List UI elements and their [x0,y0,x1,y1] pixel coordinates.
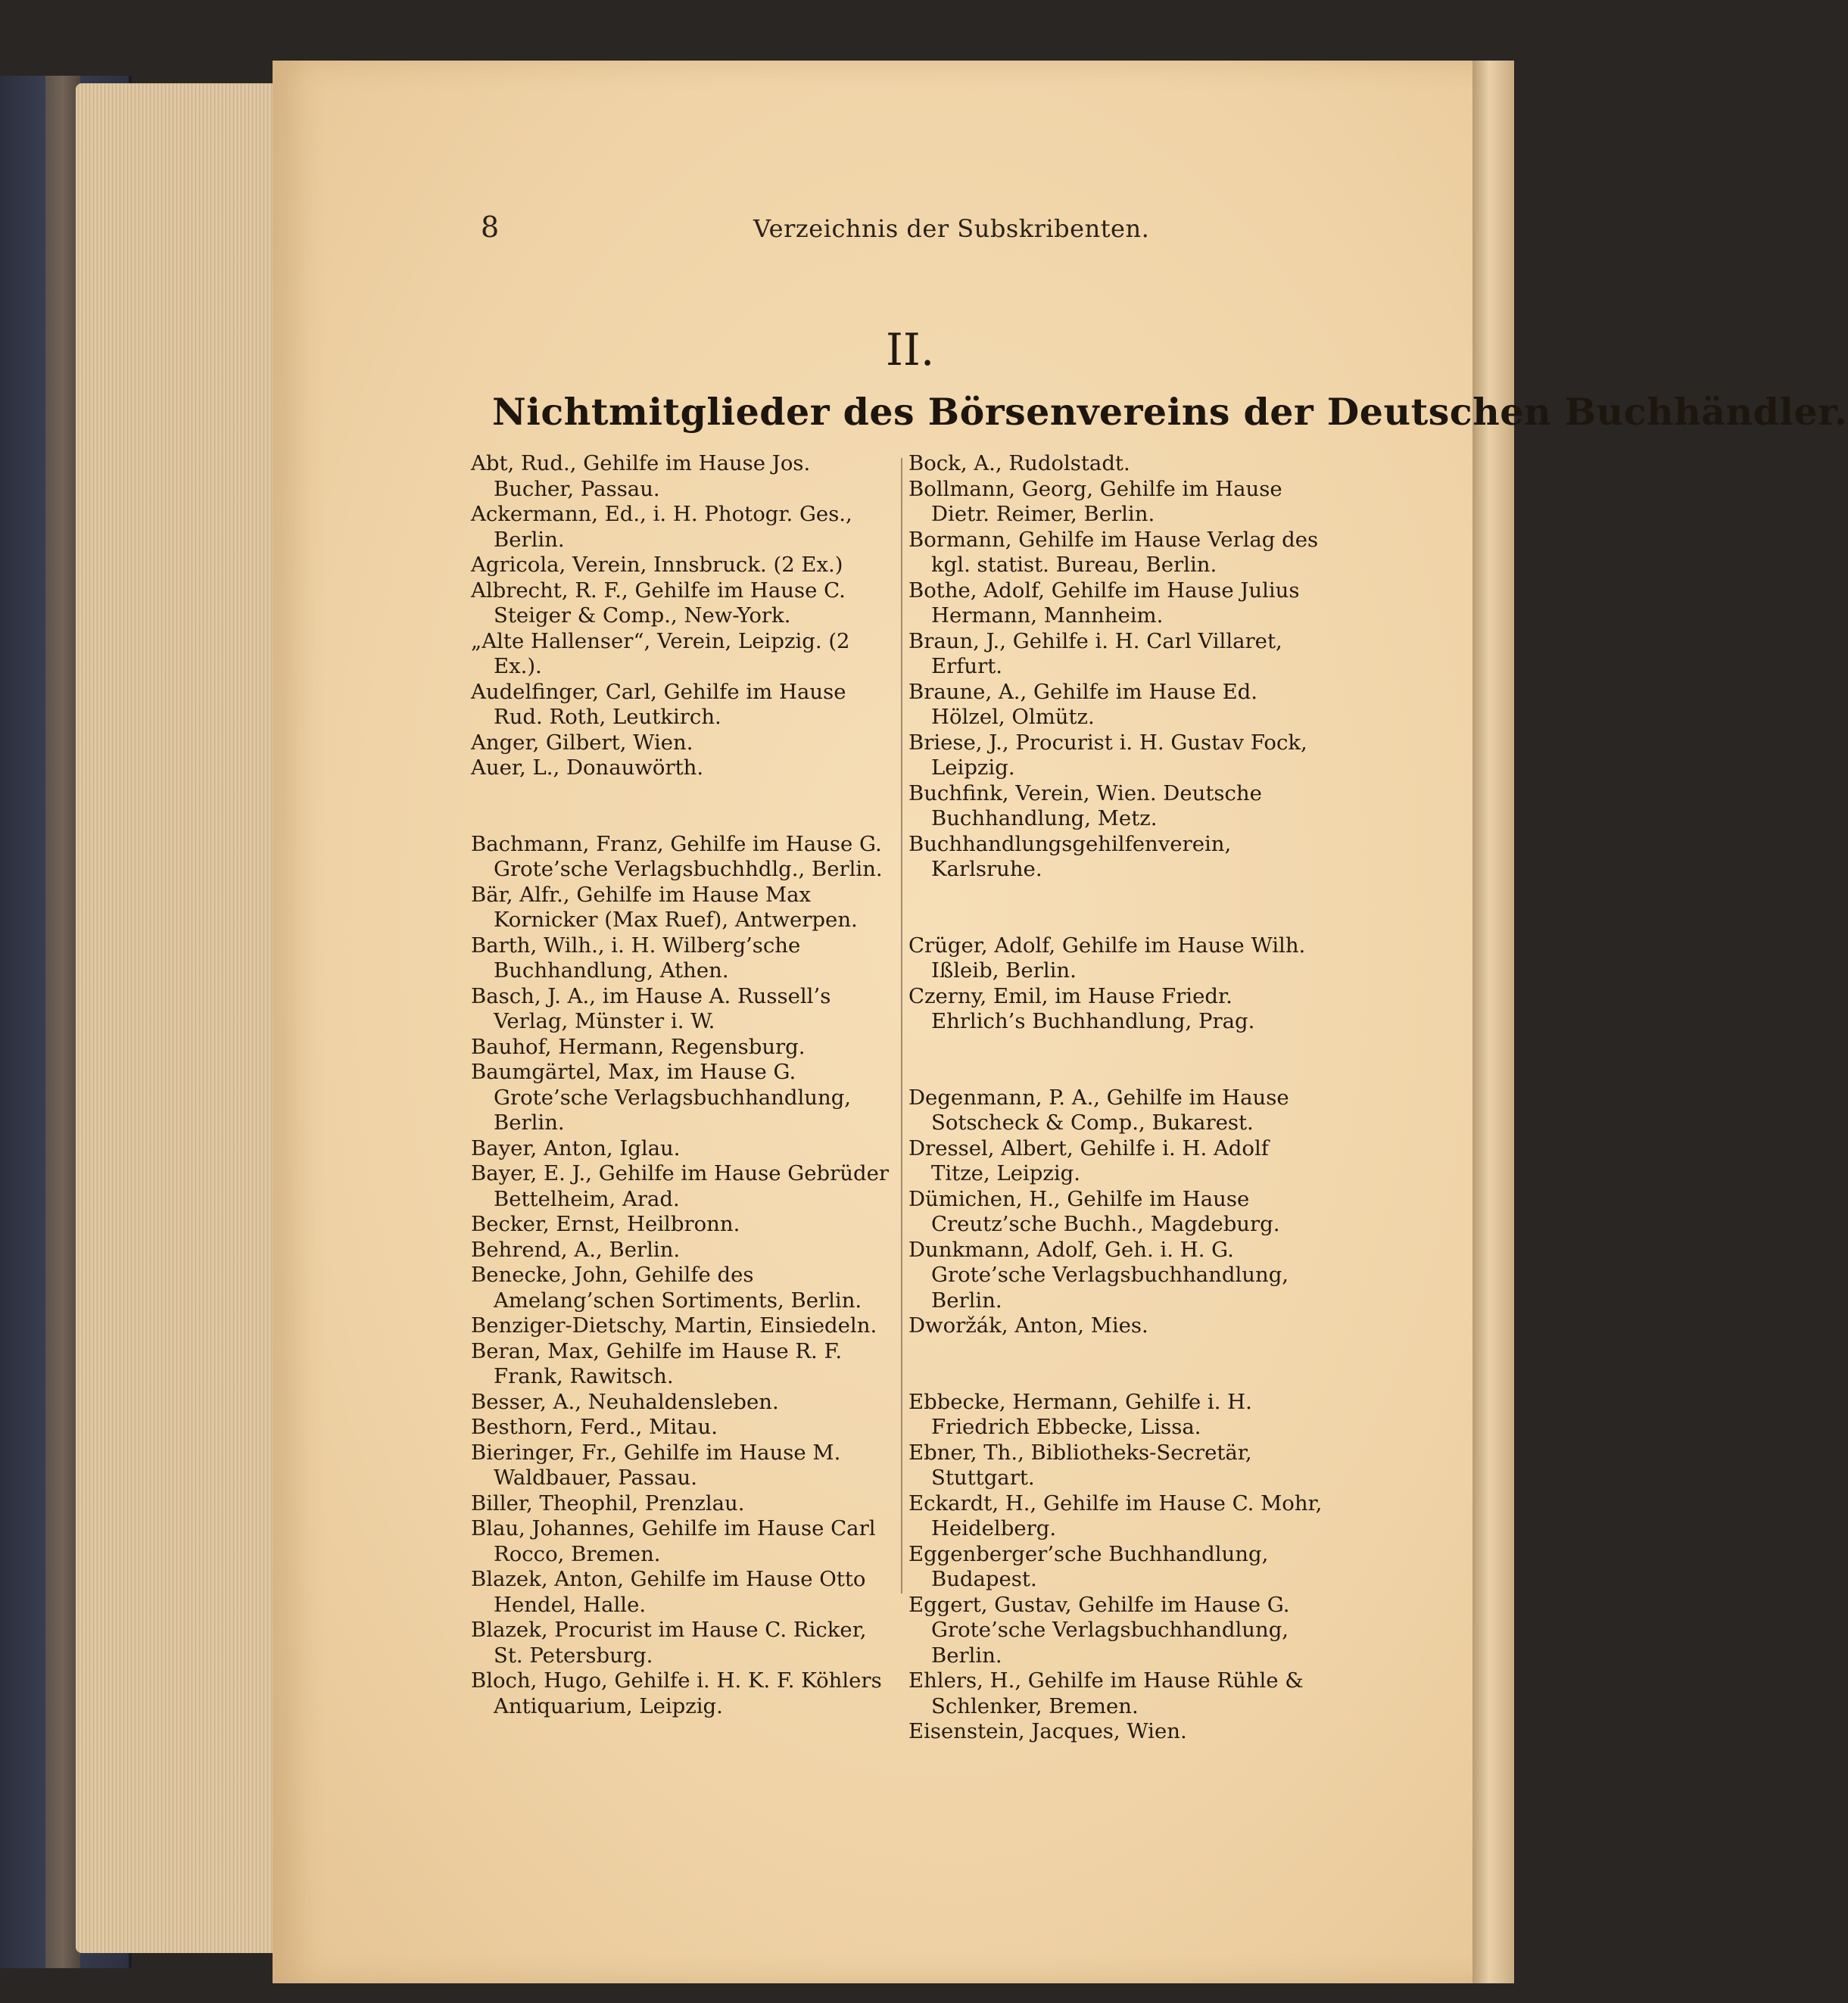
group-gap [471,781,891,832]
entry: Benecke, John, Gehilfe des Amelang’schen Sortiments, Berlin. [471,1263,862,1313]
entry: Eisenstein, Jacques, Wien. [908,1719,1187,1743]
entry: Ackermann, Ed., i. H. Photogr. Ges., Berlin. [471,502,852,552]
entry: Buchfink, Verein, Wien. Deutsche Buchhandlung, Metz. [908,780,1262,830]
entry: Bormann, Gehilfe im Hause Verlag des kgl. statist. Bureau, Berlin. [908,527,1319,577]
entry: Agricola, Verein, Innsbruck. (2 Ex.) [471,553,843,577]
entry: Eggenberger’sche Buchhandlung, Budapest. [908,1541,1269,1591]
entry: Abt, Rud., Gehilfe im Hause Jos. Bucher, Passau. [471,451,811,501]
entry: Ebner, Th., Bibliotheks-Secretär, Stuttgart. [908,1440,1252,1490]
entry: Blazek, Procurist im Hause C. Ricker, St. Petersburg. [471,1618,867,1668]
page-number: 8 [481,210,500,244]
entry: Biller, Theophil, Prenzlau. [471,1491,745,1515]
running-head: Verzeichnis der Subskribenten. [753,214,1150,243]
entry: Anger, Gilbert, Wien. [471,730,693,755]
group-gap [908,1035,1332,1086]
entry: Dressel, Albert, Gehilfe i. H. Adolf Titze, Leipzig. [908,1135,1269,1185]
entry: Ehlers, H., Gehilfe im Hause Rühle & Schlenker, Bremen. [908,1668,1304,1718]
entry: Bayer, Anton, Iglau. [471,1135,681,1160]
entry: „Alte Hallenser“, Verein, Leipzig. (2 Ex.). [471,628,850,678]
entry: Bieringer, Fr., Gehilfe im Hause M. Waldbauer, Passau. [471,1440,841,1490]
left-column [471,451,891,1719]
page-stack [76,83,303,1953]
entry: Basch, J. A., im Hause A. Russell’s Verlag, Münster i. W. [471,983,831,1033]
entry: Eggert, Gustav, Gehilfe im Hause G. Grote’sche Verlagsbuchhandlung, Berlin. [908,1592,1290,1668]
entry: Auer, L., Donauwörth. [471,755,704,780]
entry: Besser, A., Neuhaldensleben. [471,1389,779,1414]
facing-page-edge [1472,61,1514,1983]
entry: Czerny, Emil, im Hause Friedr. Ehrlich’s Buchhandlung, Prag. [908,983,1255,1033]
entry: Dworžák, Anton, Mies. [908,1313,1148,1338]
entry: Besthorn, Ferd., Mitau. [471,1415,718,1439]
entry: Becker, Ernst, Heilbronn. [471,1212,740,1236]
entry: Eckardt, H., Gehilfe im Hause C. Mohr, Heidelberg. [908,1491,1323,1540]
entry: Audelfinger, Carl, Gehilfe im Hause Rud. Roth, Leutkirch. [471,679,846,729]
entry: Crüger, Adolf, Gehilfe im Hause Wilh. Ißleib, Berlin. [908,933,1306,983]
entry: Barth, Wilh., i. H. Wilberg’sche Buchhandlung, Athen. [471,933,801,983]
entry: Ebbecke, Hermann, Gehilfe i. H. Friedrich Ebbecke, Lissa. [908,1389,1252,1439]
entry: Bär, Alfr., Gehilfe im Hause Max Kornicker (Max Ruef), Antwerpen. [471,882,858,932]
entry: Blazek, Anton, Gehilfe im Hause Otto Hendel, Halle. [471,1567,866,1617]
entry: Bayer, E. J., Gehilfe im Hause Gebrüder Bettelheim, Arad. [471,1161,889,1211]
entry: Braune, A., Gehilfe im Hause Ed. Hölzel, Olmütz. [908,679,1258,729]
entry: Bloch, Hugo, Gehilfe i. H. K. F. Köhlers Antiquarium, Leipzig. [471,1668,882,1718]
entry: Dunkmann, Adolf, Geh. i. H. G. Grote’sche Verlagsbuchhandlung, Berlin. [908,1237,1289,1313]
entry: Beran, Max, Gehilfe im Hause R. F. Frank, Rawitsch. [471,1338,843,1388]
entry: Bachmann, Franz, Gehilfe im Hause G. Grote’sche Verlagsbuchhdlg., Berlin. [471,831,883,881]
group-gap [908,883,1332,933]
section-title: Nichtmitglieder des Börsenvereins der Deutschen Buchhändler. [492,390,1848,434]
entry: Degenmann, P. A., Gehilfe im Hause Sotscheck & Comp., Bukarest. [908,1085,1289,1135]
entry: Braun, J., Gehilfe i. H. Carl Villaret, Erfurt. [908,628,1282,678]
entry: Blau, Johannes, Gehilfe im Hause Carl Rocco, Bremen. [471,1516,876,1566]
group-gap [908,1339,1332,1390]
entry: Albrecht, R. F., Gehilfe im Hause C. Steiger & Comp., New-York. [471,578,846,628]
entry: Benziger-Dietschy, Martin, Einsiedeln. [471,1313,877,1338]
entry: Bothe, Adolf, Gehilfe im Hause Julius Hermann, Mannheim. [908,578,1300,628]
entry: Briese, J., Procurist i. H. Gustav Fock, Leipzig. [908,730,1307,780]
section-number: II. [886,324,935,375]
entry: Bock, A., Rudolstadt. [908,451,1130,475]
entry: Dümichen, H., Gehilfe im Hause Creutz’sche Buchh., Magdeburg. [908,1186,1280,1236]
column-divider [901,458,902,1593]
entry: Bollmann, Georg, Gehilfe im Hause Dietr. Reimer, Berlin. [908,476,1282,526]
entry: Buchhandlungsgehilfenverein, Karlsruhe. [908,831,1232,881]
entry: Behrend, A., Berlin. [471,1237,681,1262]
entry: Baumgärtel, Max, im Hause G. Grote’sche Verlagsbuchhandlung, Berlin. [471,1060,852,1135]
entry: Bauhof, Hermann, Regensburg. [471,1034,806,1059]
right-column [908,451,1332,1745]
